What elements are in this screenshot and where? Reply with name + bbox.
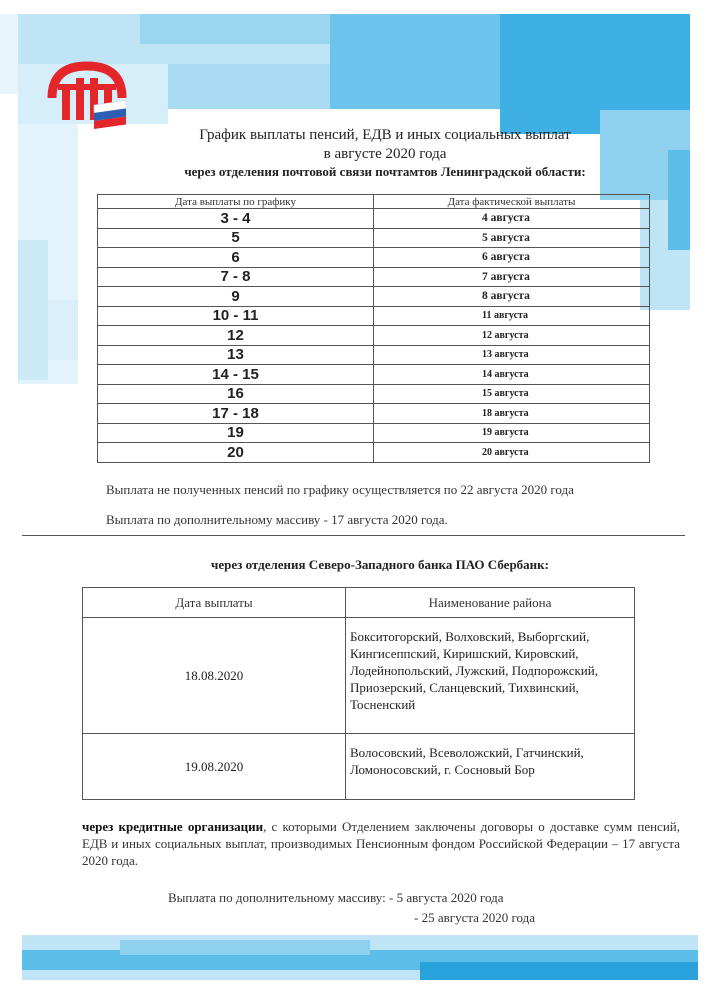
scheduled-date: 5	[98, 228, 374, 248]
actual-date: 13 августа	[374, 345, 650, 365]
additional-payment-line-1: Выплата по дополнительному массиву: - 5 августа 2020 года	[168, 890, 504, 905]
scheduled-date: 19	[98, 423, 374, 443]
pfr-logo-icon	[44, 58, 130, 136]
scheduled-date: 10 - 11	[98, 306, 374, 326]
scheduled-date: 16	[98, 384, 374, 404]
district-line: Волосовский, Всеволожский, Гатчинский,	[350, 745, 584, 760]
scheduled-date: 17 - 18	[98, 404, 374, 424]
table-row	[83, 618, 635, 734]
table-row	[98, 267, 650, 287]
actual-date: 14 августа	[374, 365, 650, 385]
column-header-scheduled: Дата выплаты по графику	[98, 195, 374, 209]
actual-date: 5 августа	[374, 228, 650, 248]
table-row	[98, 423, 650, 443]
section-divider	[22, 535, 685, 536]
scheduled-date: 3 - 4	[98, 209, 374, 229]
additional-payment-line-2: - 25 августа 2020 года	[414, 910, 535, 925]
table-row	[98, 345, 650, 365]
scheduled-date: 7 - 8	[98, 267, 374, 287]
table-row	[98, 248, 650, 268]
district-line: Ломоносовский, г. Сосновый Бор	[350, 762, 535, 777]
actual-date: 7 августа	[374, 267, 650, 287]
actual-date: 12 августа	[374, 326, 650, 346]
actual-date: 8 августа	[374, 287, 650, 307]
table-row	[98, 443, 650, 463]
table-row	[98, 384, 650, 404]
scheduled-date: 6	[98, 248, 374, 268]
district-line: Кингисеппский, Киришский, Кировский,	[350, 646, 579, 661]
actual-date: 4 августа	[374, 209, 650, 229]
district-line: Приозерский, Сланцевский, Тихвинский,	[350, 680, 579, 695]
actual-date: 18 августа	[374, 404, 650, 424]
scheduled-date: 20	[98, 443, 374, 463]
table-row	[98, 326, 650, 346]
additional-note: Выплата по дополнительному массиву - 17 августа 2020 года.	[106, 512, 448, 527]
table-row	[83, 734, 635, 800]
credit-organizations-text: , с которыми Отделением заключены договоры о доставке сумм пенсий, ЕДВ и иных социальных выплат, производимых Пенсионным фондом Российской Федерации – 17 августа 2020 года.	[82, 819, 680, 868]
district-line: Тосненский	[350, 697, 416, 712]
unpaid-note: Выплата не полученных пенсий по графику осуществляется по 22 августа 2020 года	[106, 482, 574, 497]
table-row	[98, 209, 650, 229]
table-row	[98, 365, 650, 385]
post-section-title: через отделения почтовой связи почтамтов Ленинградской области:	[184, 164, 586, 179]
column-header-actual: Дата фактической выплаты	[374, 195, 650, 209]
district-list	[346, 618, 635, 734]
scheduled-date: 14 - 15	[98, 365, 374, 385]
scheduled-date: 9	[98, 287, 374, 307]
column-header-date: Дата выплаты	[83, 588, 346, 618]
scheduled-date: 13	[98, 345, 374, 365]
table-row	[98, 306, 650, 326]
post-schedule-table	[97, 194, 650, 463]
credit-organizations-lead: через кредитные организации	[82, 819, 264, 834]
table-row	[98, 228, 650, 248]
actual-date: 15 августа	[374, 384, 650, 404]
actual-date: 20 августа	[374, 443, 650, 463]
actual-date: 11 августа	[374, 306, 650, 326]
payment-date: 18.08.2020	[83, 618, 346, 734]
column-header-district: Наименование района	[346, 588, 635, 618]
actual-date: 19 августа	[374, 423, 650, 443]
payment-date: 19.08.2020	[83, 734, 346, 800]
bank-schedule-table	[82, 587, 635, 800]
table-row	[98, 404, 650, 424]
district-list	[346, 734, 635, 800]
page-title: График выплаты пенсий, ЕДВ и иных социальных выплат	[199, 127, 571, 143]
bank-section-title: через отделения Северо-Западного банка ПАО Сбербанк:	[211, 557, 549, 572]
district-line: Бокситогорский, Волховский, Выборгский,	[350, 629, 590, 644]
credit-organizations-paragraph	[82, 818, 680, 869]
district-line: Лодейнопольский, Лужский, Подпорожский,	[350, 663, 598, 678]
actual-date: 6 августа	[374, 248, 650, 268]
scheduled-date: 12	[98, 326, 374, 346]
page-title-month: в августе 2020 года	[323, 146, 447, 162]
table-row	[98, 287, 650, 307]
